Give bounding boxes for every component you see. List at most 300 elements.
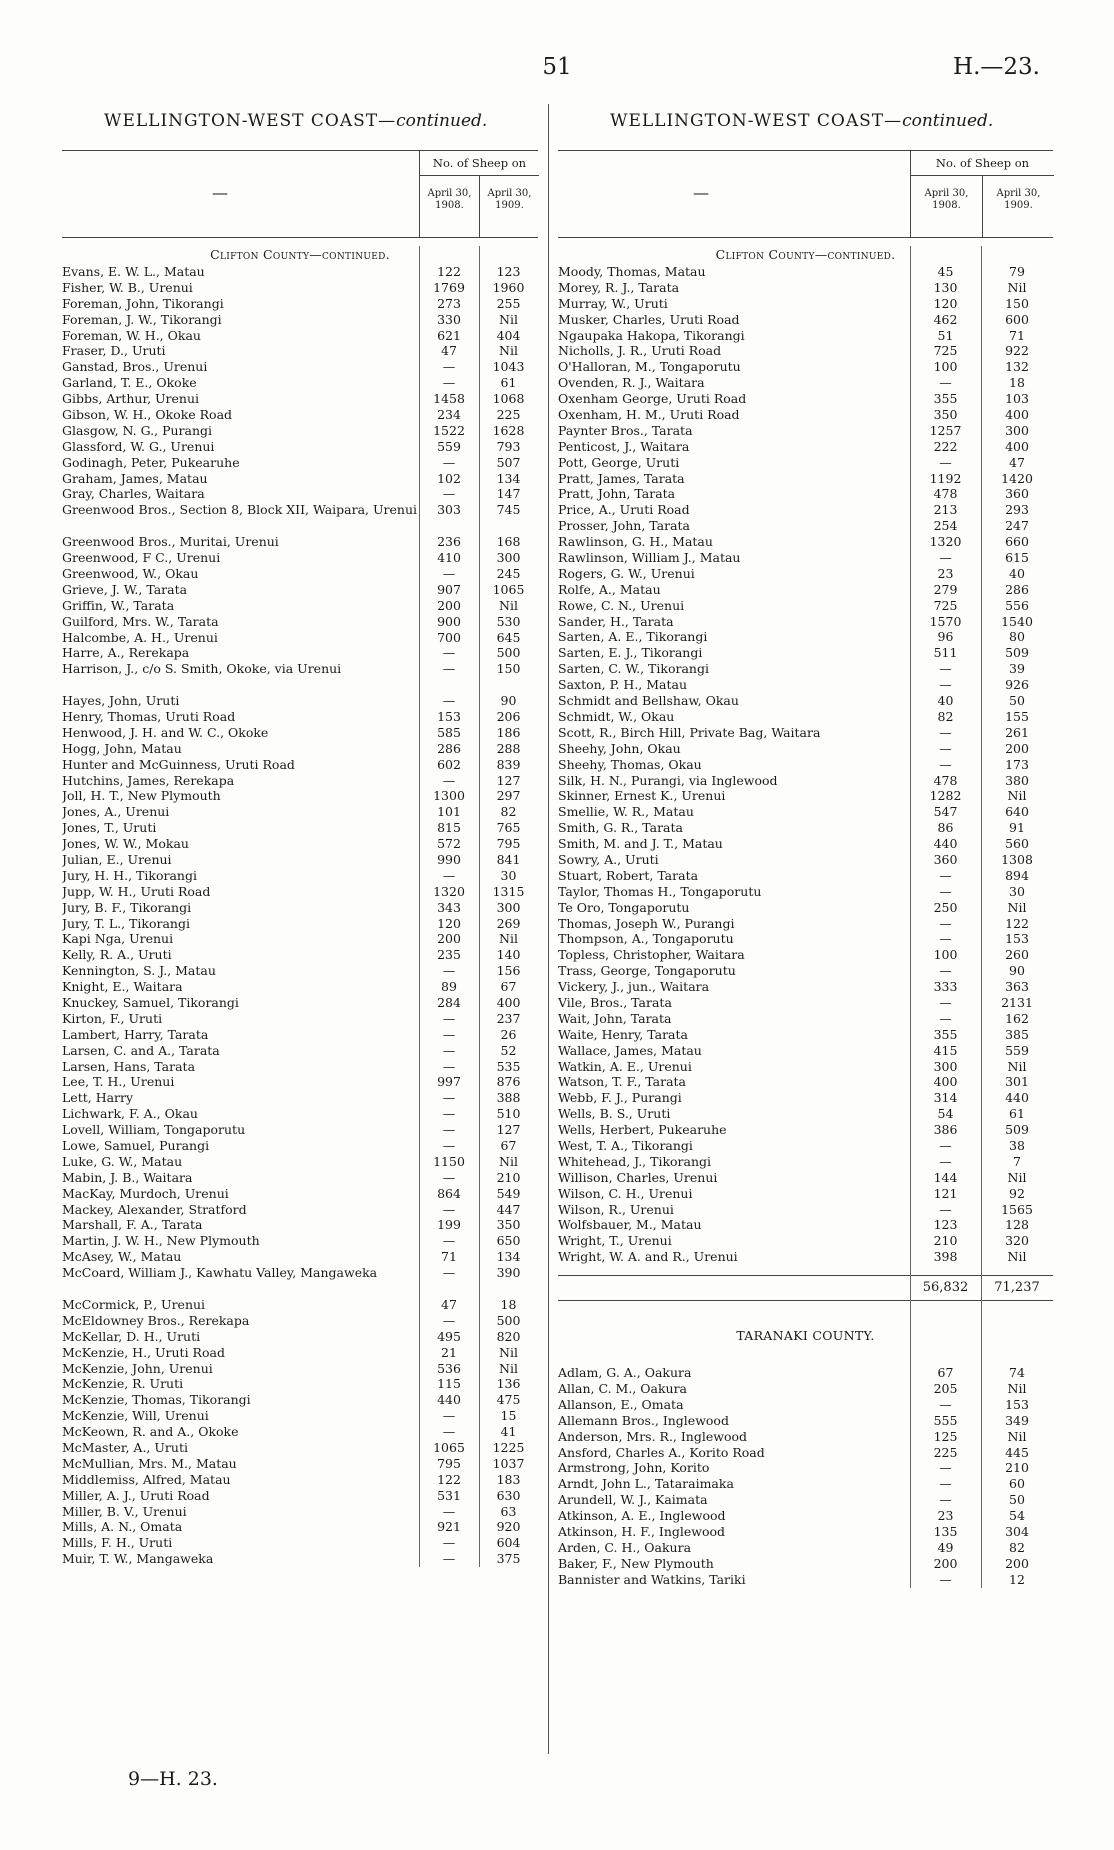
table-row <box>558 582 1053 598</box>
owner-name: Thompson, A., Tongaporutu <box>558 931 734 947</box>
sheep-1908: — <box>442 1026 456 1042</box>
table-row <box>62 359 538 375</box>
sheep-1908: 222 <box>933 438 958 454</box>
table-row <box>62 1027 538 1043</box>
owner-name: Arundell, W. J., Kaimata <box>558 1492 708 1508</box>
sheep-1908: 236 <box>437 534 461 550</box>
sheep-1909: 1628 <box>492 422 525 438</box>
table-row <box>62 1361 538 1377</box>
table-row <box>558 280 1053 296</box>
table-row <box>558 598 1053 614</box>
sheep-1908: — <box>939 1396 952 1412</box>
table-row <box>558 1397 1053 1413</box>
sheep-1908: 330 <box>437 311 461 327</box>
table-row <box>558 868 1053 884</box>
owner-name: Pott, George, Uruti <box>558 454 680 470</box>
owner-name: Wolfsbauer, M., Matau <box>558 1217 702 1233</box>
owner-name: Moody, Thomas, Matau <box>558 264 706 279</box>
sheep-1908: 602 <box>437 756 461 772</box>
sheep-1908: 572 <box>437 836 461 852</box>
sheep-1908: — <box>442 1122 456 1138</box>
sheep-1908: 250 <box>933 899 958 915</box>
owner-name: Hogg, John, Matau <box>62 740 182 756</box>
sheep-1909: 67 <box>500 979 517 995</box>
sheep-1909: 1068 <box>492 391 525 407</box>
sheep-1908: — <box>442 1201 456 1217</box>
table-row <box>558 1429 1053 1445</box>
owner-name: McKellar, D. H., Uruti <box>62 1328 201 1344</box>
sheep-1908: 415 <box>933 1042 958 1058</box>
owner-name: McKenzie, Thomas, Tikorangi <box>62 1392 251 1408</box>
table-row <box>62 280 538 296</box>
sheep-1909: Nil <box>1007 899 1027 915</box>
table-row <box>558 486 1053 502</box>
sheep-1909: 640 <box>1005 804 1029 820</box>
sheep-1908: 1769 <box>433 279 465 295</box>
owner-name: Jupp, W. H., Uruti Road <box>62 883 211 899</box>
table-row <box>558 773 1053 789</box>
owner-name: Mills, F. H., Uruti <box>62 1535 173 1551</box>
sheep-1908: — <box>939 661 952 677</box>
sheep-1909: 61 <box>1009 1106 1025 1122</box>
sheep-1909: 385 <box>1005 1026 1029 1042</box>
table-row <box>558 1540 1053 1556</box>
owner-name: Prosser, John, Tarata <box>558 518 690 534</box>
sheep-1909: 150 <box>496 661 521 677</box>
right-rows <box>558 264 1053 1265</box>
table-row <box>62 1154 538 1170</box>
sheep-1908: 700 <box>437 629 461 645</box>
sheep-1909: 510 <box>496 1106 521 1122</box>
sheep-1908: — <box>939 915 952 931</box>
sheep-1909: 559 <box>1005 1042 1029 1058</box>
owner-name: Greenwood Bros., Muritai, Urenui <box>62 534 279 550</box>
table-row <box>62 1122 538 1138</box>
sheep-1909: 1308 <box>1001 851 1033 867</box>
left-table-header <box>62 150 538 237</box>
sheep-1909: 500 <box>496 645 521 661</box>
sheep-1909: 745 <box>496 502 521 518</box>
sheep-1909: 388 <box>496 1090 521 1106</box>
sheep-1909: 168 <box>496 534 521 550</box>
sheep-1908: 511 <box>933 645 958 661</box>
table-row <box>62 1456 538 1472</box>
table-row <box>558 328 1053 344</box>
table-row <box>558 534 1053 550</box>
owner-name: Sheehy, Thomas, Okau <box>558 756 702 772</box>
table-row <box>558 566 1053 582</box>
table-row <box>558 1106 1053 1122</box>
owner-name: Wallace, James, Matau <box>558 1042 702 1058</box>
sheep-1909: 509 <box>1005 645 1029 661</box>
table-row <box>558 1027 1053 1043</box>
table-row <box>62 614 538 630</box>
sheep-1908: — <box>939 1201 952 1217</box>
sheep-1908: 286 <box>437 740 461 756</box>
owner-name: Scott, R., Birch Hill, Private Bag, Waitara <box>558 724 821 740</box>
sheep-1909: 375 <box>496 1551 521 1567</box>
sheep-1909: 300 <box>496 899 521 915</box>
sheep-1908: 120 <box>933 295 958 311</box>
owner-name: Atkinson, H. F., Inglewood <box>558 1524 726 1540</box>
sheep-1909: 549 <box>496 1185 521 1201</box>
sheep-1909: 225 <box>496 407 521 423</box>
sheep-1908: 1065 <box>433 1439 465 1455</box>
owner-name: Evans, E. W. L., Matau <box>62 264 205 279</box>
sheep-1909: 30 <box>500 867 517 883</box>
table-row <box>62 1074 538 1090</box>
sheep-1909: 390 <box>496 1265 521 1281</box>
owner-name: Vile, Bros., Tarata <box>558 994 672 1010</box>
owner-name: Willison, Charles, Urenui <box>558 1169 718 1185</box>
table-row <box>558 947 1053 963</box>
table-row <box>558 709 1053 725</box>
sheep-1909: 304 <box>1005 1524 1029 1540</box>
owner-name: Armstrong, John, Korito <box>558 1460 710 1476</box>
sheep-1908: 213 <box>933 502 958 518</box>
right-section-heading: Clifton County—continued. <box>715 247 896 262</box>
owner-name: Kennington, S. J., Matau <box>62 963 216 979</box>
sheep-1909: 50 <box>1009 693 1025 709</box>
sheep-1908: — <box>939 1571 952 1587</box>
table-row <box>558 979 1053 995</box>
owner-name: Taylor, Thomas H., Tongaporutu <box>558 883 762 899</box>
sheep-1908: — <box>939 677 952 693</box>
table-row <box>558 407 1053 423</box>
table-row <box>62 1345 538 1361</box>
sheep-1909: 90 <box>500 693 517 709</box>
table-row <box>558 629 1053 645</box>
sheep-1909: 841 <box>496 851 521 867</box>
sheep-1908: 200 <box>933 1555 958 1571</box>
table-row <box>62 836 538 852</box>
owner-name: Wright, W. A. and R., Urenui <box>558 1249 738 1265</box>
table-row <box>62 1472 538 1488</box>
table-row <box>62 1202 538 1218</box>
table-row <box>558 884 1053 900</box>
sheep-1909: 400 <box>496 995 521 1010</box>
table-row <box>62 312 538 328</box>
table-row <box>558 375 1053 391</box>
sheep-1908: 398 <box>933 1249 958 1265</box>
table-row <box>62 423 538 439</box>
table-row <box>62 1424 538 1440</box>
sheep-1908: 101 <box>437 804 461 820</box>
taranaki-rows <box>558 1365 1053 1587</box>
owner-name: Thomas, Joseph W., Purangi <box>558 915 735 931</box>
table-row <box>558 645 1053 661</box>
sheep-1908: — <box>939 756 952 772</box>
table-row <box>62 1249 538 1265</box>
table-row <box>62 1043 538 1059</box>
table-row <box>558 1365 1053 1381</box>
sheep-1909: 237 <box>496 1010 521 1026</box>
owner-name: McMaster, A., Uruti <box>62 1439 188 1455</box>
sheep-1909: 765 <box>496 820 521 836</box>
sheep-1908: — <box>442 1010 456 1026</box>
owner-name: Silk, H. N., Purangi, via Inglewood <box>558 772 778 788</box>
sheep-1908: — <box>939 454 952 470</box>
owner-name: Te Oro, Tongaporutu <box>558 899 690 915</box>
sheep-1909: 645 <box>496 629 521 645</box>
table-row <box>558 661 1053 677</box>
table-row <box>558 1476 1053 1492</box>
owner-name: O'Halloran, M., Tongaporutu <box>558 359 741 375</box>
sheep-1909: 1540 <box>1001 613 1033 629</box>
sheep-1908: — <box>939 375 952 391</box>
table-row <box>62 931 538 947</box>
sheep-1908: 907 <box>437 581 461 597</box>
table-row <box>62 1297 538 1313</box>
owner-name: MacKay, Murdoch, Urenui <box>62 1185 229 1201</box>
left-title-italic: continued. <box>396 111 488 131</box>
sheep-1909: 300 <box>496 550 521 566</box>
sheep-1909: 61 <box>500 375 517 391</box>
sheep-1908: 100 <box>933 359 958 375</box>
page-number: 51 <box>542 54 572 80</box>
owner-name: McKenzie, R. Uruti <box>62 1376 184 1392</box>
table-row <box>558 820 1053 836</box>
sheep-1909: 52 <box>500 1042 517 1058</box>
owner-name: Anderson, Mrs. R., Inglewood <box>558 1428 747 1444</box>
sheep-1908: 254 <box>933 518 958 534</box>
owner-name: Baker, F., New Plymouth <box>558 1555 714 1571</box>
owner-name: Marshall, F. A., Tarata <box>62 1217 203 1233</box>
sheep-1909: 136 <box>496 1376 521 1392</box>
sheep-1908: — <box>442 963 456 979</box>
sheep-1909: 155 <box>1005 708 1029 724</box>
sheep-1909: Nil <box>499 931 518 947</box>
sheep-1909: 509 <box>1005 1122 1029 1138</box>
sheep-1909: 535 <box>496 1058 521 1074</box>
owner-name: Rogers, G. W., Urenui <box>558 565 695 581</box>
sheep-1908: 47 <box>441 343 457 359</box>
owner-name: Mabin, J. B., Waitara <box>62 1169 193 1185</box>
right-table-body <box>558 246 1053 1588</box>
table-row <box>62 407 538 423</box>
sheep-1909: 183 <box>496 1471 521 1487</box>
sheep-1909: 876 <box>496 1074 521 1090</box>
table-row <box>558 1492 1053 1508</box>
sheep-1908: 86 <box>937 820 954 836</box>
sheep-1909: 132 <box>1005 359 1029 375</box>
owner-name: Greenwood, W., Okau <box>62 565 199 581</box>
owner-name: Sander, H., Tarata <box>558 613 674 629</box>
owner-name: Godinagh, Peter, Pukearuhe <box>62 454 240 470</box>
left-rows <box>62 264 538 1567</box>
sheep-1908: 360 <box>933 851 958 867</box>
sheep-1909: 556 <box>1005 597 1029 613</box>
sheep-1908: — <box>442 1090 456 1106</box>
sheep-1908: — <box>939 963 952 979</box>
sheep-1909: 2131 <box>1001 994 1033 1010</box>
sheep-1909: Nil <box>499 597 518 613</box>
table-row <box>558 312 1053 328</box>
sheep-1909: 150 <box>1005 295 1029 311</box>
sheep-1909: 1065 <box>492 581 525 597</box>
table-row <box>558 1202 1053 1218</box>
owner-name: Harre, A., Rerekapa <box>62 645 190 661</box>
owner-name: McKenzie, H., Uruti Road <box>62 1344 225 1360</box>
sheep-1908: 386 <box>933 1122 958 1138</box>
sheep-1908: 1320 <box>433 883 465 899</box>
sheep-1909: 90 <box>1009 963 1025 979</box>
owner-name: Luke, G. W., Matau <box>62 1153 183 1169</box>
table-row <box>62 1535 538 1551</box>
sheep-1909: 50 <box>1009 1492 1025 1508</box>
sheep-1908: 115 <box>437 1376 461 1392</box>
sheep-1909: 210 <box>1005 1460 1029 1476</box>
sheep-1908: 49 <box>937 1539 954 1555</box>
table-row <box>62 1186 538 1202</box>
sheep-1908: 45 <box>937 264 954 279</box>
owner-name: McKenzie, John, Urenui <box>62 1360 213 1376</box>
table-row <box>558 788 1053 804</box>
sheep-1909: Nil <box>1007 1428 1027 1444</box>
sheep-1908: 123 <box>933 1217 958 1233</box>
owner-name: Wilson, R., Urenui <box>558 1201 674 1217</box>
sheep-1909: Nil <box>499 1153 518 1169</box>
owner-name: Smith, M. and J. T., Matau <box>558 836 723 852</box>
sheep-1909: 600 <box>1005 311 1029 327</box>
table-row <box>62 582 538 598</box>
sheep-1909: 360 <box>1005 486 1029 502</box>
sheep-1908: — <box>939 867 952 883</box>
owner-name: Watson, T. F., Tarata <box>558 1074 686 1090</box>
owner-name: Musker, Charles, Uruti Road <box>558 311 740 327</box>
table-row <box>62 757 538 773</box>
owner-name: Foreman, W. H., Okau <box>62 327 201 343</box>
table-row <box>62 661 538 693</box>
sheep-1908: — <box>442 454 456 470</box>
right-totals-row <box>558 1275 1053 1301</box>
sheep-1909: 820 <box>496 1328 521 1344</box>
owner-name: Rowe, C. N., Urenui <box>558 597 685 613</box>
owner-name: Ganstad, Bros., Urenui <box>62 359 208 375</box>
sheep-1908: 235 <box>437 947 461 963</box>
owner-name: Waite, Henry, Tarata <box>558 1026 688 1042</box>
table-row <box>558 1508 1053 1524</box>
table-row <box>558 741 1053 757</box>
right-header-1908: April 30, 1908. <box>924 188 969 211</box>
table-row <box>558 1011 1053 1027</box>
owner-name: Martin, J. W. H., New Plymouth <box>62 1233 260 1249</box>
sheep-1908: 102 <box>437 470 461 486</box>
sheep-1908: 100 <box>933 947 958 963</box>
sheep-1908: 725 <box>933 343 958 359</box>
sheep-1909: 153 <box>1005 1396 1029 1412</box>
table-row <box>62 868 538 884</box>
sheep-1908: 440 <box>933 836 958 852</box>
owner-name: Graham, James, Matau <box>62 470 208 486</box>
right-sheep-header-title: No. of Sheep on <box>911 151 1054 176</box>
table-row <box>558 1074 1053 1090</box>
table-row <box>558 550 1053 566</box>
owner-name: Lovell, William, Tongaporutu <box>62 1122 246 1138</box>
owner-name: McAsey, W., Matau <box>62 1249 182 1265</box>
sheep-1909: Nil <box>1007 788 1027 804</box>
sheep-1908: 23 <box>937 565 954 581</box>
owner-name: Wells, B. S., Uruti <box>558 1106 671 1122</box>
table-row <box>558 359 1053 375</box>
sheep-1908: — <box>442 1551 456 1567</box>
owner-name: Wright, T., Urenui <box>558 1233 672 1249</box>
owner-name: Fraser, D., Uruti <box>62 343 166 359</box>
table-row <box>62 709 538 725</box>
owner-name: Jury, T. L., Tikorangi <box>62 915 190 931</box>
sheep-1909: 128 <box>1005 1217 1029 1233</box>
owner-name: Skinner, Ernest K., Urenui <box>558 788 726 804</box>
sheep-1908: — <box>442 661 456 677</box>
sheep-1908: — <box>939 1137 952 1153</box>
sheep-1908: — <box>939 1153 952 1169</box>
owner-name: Glasgow, N. G., Purangi <box>62 422 213 438</box>
table-row <box>62 963 538 979</box>
table-row <box>62 884 538 900</box>
owner-name: Watkin, A. E., Urenui <box>558 1058 692 1074</box>
sheep-1909: 123 <box>496 264 521 279</box>
sheep-1908: 23 <box>937 1508 954 1524</box>
left-sheep-header <box>419 151 539 237</box>
table-row <box>558 502 1053 518</box>
table-row <box>558 804 1053 820</box>
sheep-1908: 462 <box>933 311 958 327</box>
sheep-1908: 1522 <box>433 422 465 438</box>
sheep-1908: 135 <box>933 1524 958 1540</box>
sheep-1908: 1458 <box>433 391 465 407</box>
table-row <box>62 1504 538 1520</box>
owner-name: Mills, A. N., Omata <box>62 1519 183 1535</box>
owner-name: Gibson, W. H., Okoke Road <box>62 407 233 423</box>
sheep-1909: 79 <box>1009 264 1025 279</box>
sheep-1908: — <box>442 375 456 391</box>
table-row <box>558 836 1053 852</box>
owner-name: Sarten, E. J., Tikorangi <box>558 645 703 661</box>
owner-name: Lichwark, F. A., Okau <box>62 1106 198 1122</box>
table-row <box>558 343 1053 359</box>
sheep-1909: 530 <box>496 613 521 629</box>
sheep-1909: 400 <box>1005 407 1029 423</box>
owner-name: McCormick, P., Urenui <box>62 1296 206 1312</box>
sheep-1908: — <box>939 1010 952 1026</box>
owner-name: Larsen, Hans, Tarata <box>62 1058 196 1074</box>
owner-name: Gibbs, Arthur, Urenui <box>62 391 200 407</box>
owner-name: Trass, George, Tongaporutu <box>558 963 736 979</box>
table-row <box>558 757 1053 773</box>
sheep-1908: — <box>939 724 952 740</box>
table-row <box>62 296 538 312</box>
owner-name: Miller, B. V., Urenui <box>62 1503 187 1519</box>
owner-name: Nicholls, J. R., Uruti Road <box>558 343 722 359</box>
table-row <box>558 296 1053 312</box>
right-table-header <box>558 150 1053 237</box>
sheep-1909: 60 <box>1009 1476 1025 1492</box>
sheep-1909: 210 <box>496 1169 521 1185</box>
owner-name: Ovenden, R. J., Waitara <box>558 375 705 391</box>
owner-name: Penticost, J., Waitara <box>558 438 690 454</box>
sheep-1908: 130 <box>933 279 958 295</box>
sheep-1909: 38 <box>1009 1137 1025 1153</box>
sheep-1909: 1420 <box>1001 470 1033 486</box>
table-row <box>558 1381 1053 1397</box>
owner-name: Smith, G. R., Tarata <box>558 820 683 836</box>
sheep-1909: 7 <box>1013 1153 1021 1169</box>
table-row <box>558 1556 1053 1572</box>
sheep-1909: 156 <box>496 963 521 979</box>
table-row <box>62 455 538 471</box>
sheep-1909: 245 <box>496 565 521 581</box>
owner-name: Pratt, James, Tarata <box>558 470 685 486</box>
